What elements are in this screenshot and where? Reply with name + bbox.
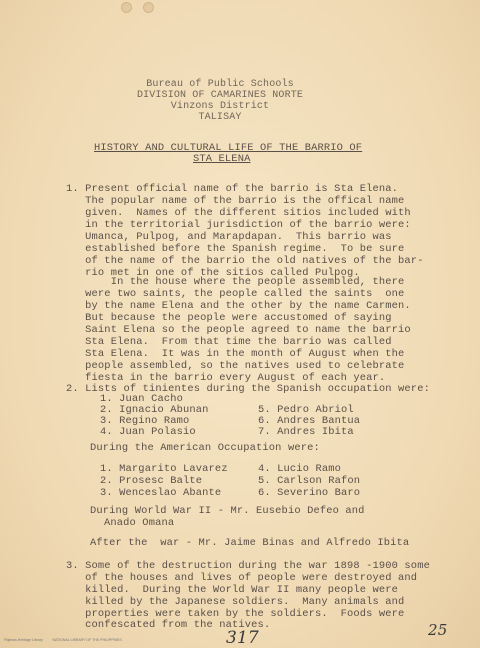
- text-line: Umanca, Pulpog, and Marapdapan. This barrio was: [66, 231, 392, 243]
- text-line: of the houses and lives of people were destroyed and: [66, 572, 418, 584]
- list-item: 4. Juan Polasio: [100, 426, 196, 438]
- punch-hole: [121, 2, 132, 13]
- text-line: properties were taken by the soldiers. Foods were: [66, 608, 405, 620]
- text-line: killed by the Japanese soldiers. Many animals and: [66, 596, 405, 608]
- text-line: Sta Elena. From that time the barrio was called: [66, 336, 392, 348]
- footer-left: Filipinas Heritage Library: [4, 638, 43, 642]
- text-line: Sta Elena. It was in the month of August when the: [66, 348, 405, 360]
- text-line: 1. Present official name of the barrio is Sta Elena.: [66, 183, 399, 195]
- footer: [4, 638, 122, 642]
- ww2-line: During World War II - Mr. Eusebio Defeo and: [90, 505, 365, 517]
- list-item: 5. Pedro Abriol: [258, 404, 354, 416]
- document-title: HISTORY AND CULTURAL LIFE OF THE BARRIO OF: [94, 142, 363, 154]
- punch-hole: [143, 2, 154, 13]
- list-item: 2. Ignacio Abunan: [100, 404, 209, 416]
- header-division: DIVISION OF CAMARINES NORTE: [136, 90, 304, 101]
- text-line: were two saints, the people called the saints one: [66, 288, 405, 300]
- text-line: The popular name of the barrio is the offical name: [66, 195, 405, 207]
- text-line: of the name of the barrio the old natives of the bar-: [66, 255, 424, 267]
- list-item: 6. Andres Bantua: [258, 415, 361, 427]
- text-line: established before the Spanish regime. To be sure: [66, 243, 405, 255]
- header-district: Vinzons District: [170, 101, 270, 112]
- text-line: But because the people were accustomed of saying: [66, 312, 392, 324]
- text-line: rio met in one of the sitios called Pulpog.: [66, 267, 360, 279]
- list-item: 3. Regino Ramo: [100, 415, 190, 427]
- section-2-intro: 2. Lists of tinientes during the Spanish occupation were:: [66, 383, 430, 395]
- text-line: 3. Some of the destruction during the war 1898 -1900 some: [66, 560, 430, 572]
- text-line: fiesta in the barrio every August of each year.: [66, 372, 386, 384]
- handwritten-page-mark: 317: [226, 628, 259, 648]
- list-item: 7. Andres Ibita: [258, 426, 354, 438]
- text-line: in the territorial jurisdiction of the barrio were:: [66, 219, 411, 231]
- document-title-barrio: STA ELENA: [193, 153, 251, 165]
- text-line: In the house where the people assembled, there: [66, 276, 405, 288]
- text-line: confescated from the natives.: [66, 619, 271, 631]
- list-item: 2. Prosesc Balte: [100, 475, 203, 487]
- list-item: 6. Severino Baro: [258, 487, 361, 499]
- list-item: 1. Margarito Lavarez: [100, 463, 228, 475]
- list-item: 5. Carlson Rafon: [258, 475, 361, 487]
- list-item: 4. Lucio Ramo: [258, 463, 342, 475]
- text-line: given. Names of the different sitios included with: [66, 207, 411, 219]
- ww2-line: Anado Omana: [104, 517, 175, 529]
- footer-right: NATIONAL LIBRARY OF THE PHILIPPINES: [52, 638, 122, 642]
- header-town: TALISAY: [198, 112, 242, 123]
- text-line: by the name Elena and the other by the name Carmen.: [66, 300, 411, 312]
- after-war-line: After the war - Mr. Jaime Binas and Alfredo Ibita: [90, 537, 410, 549]
- american-intro: During the American Occupation were:: [90, 442, 320, 454]
- text-line: people assembled, so the natives used to celebrate: [66, 360, 405, 372]
- handwritten-page-number: 25: [428, 621, 448, 639]
- text-line: Saint Elena so the people agreed to name the barrio: [66, 324, 411, 336]
- text-line: killed. During the World War II many people were: [66, 584, 399, 596]
- list-item: 1. Juan Cacho: [100, 393, 184, 405]
- list-item: 3. Wenceslao Abante: [100, 487, 222, 499]
- header-bureau: Bureau of Public Schools: [146, 79, 294, 90]
